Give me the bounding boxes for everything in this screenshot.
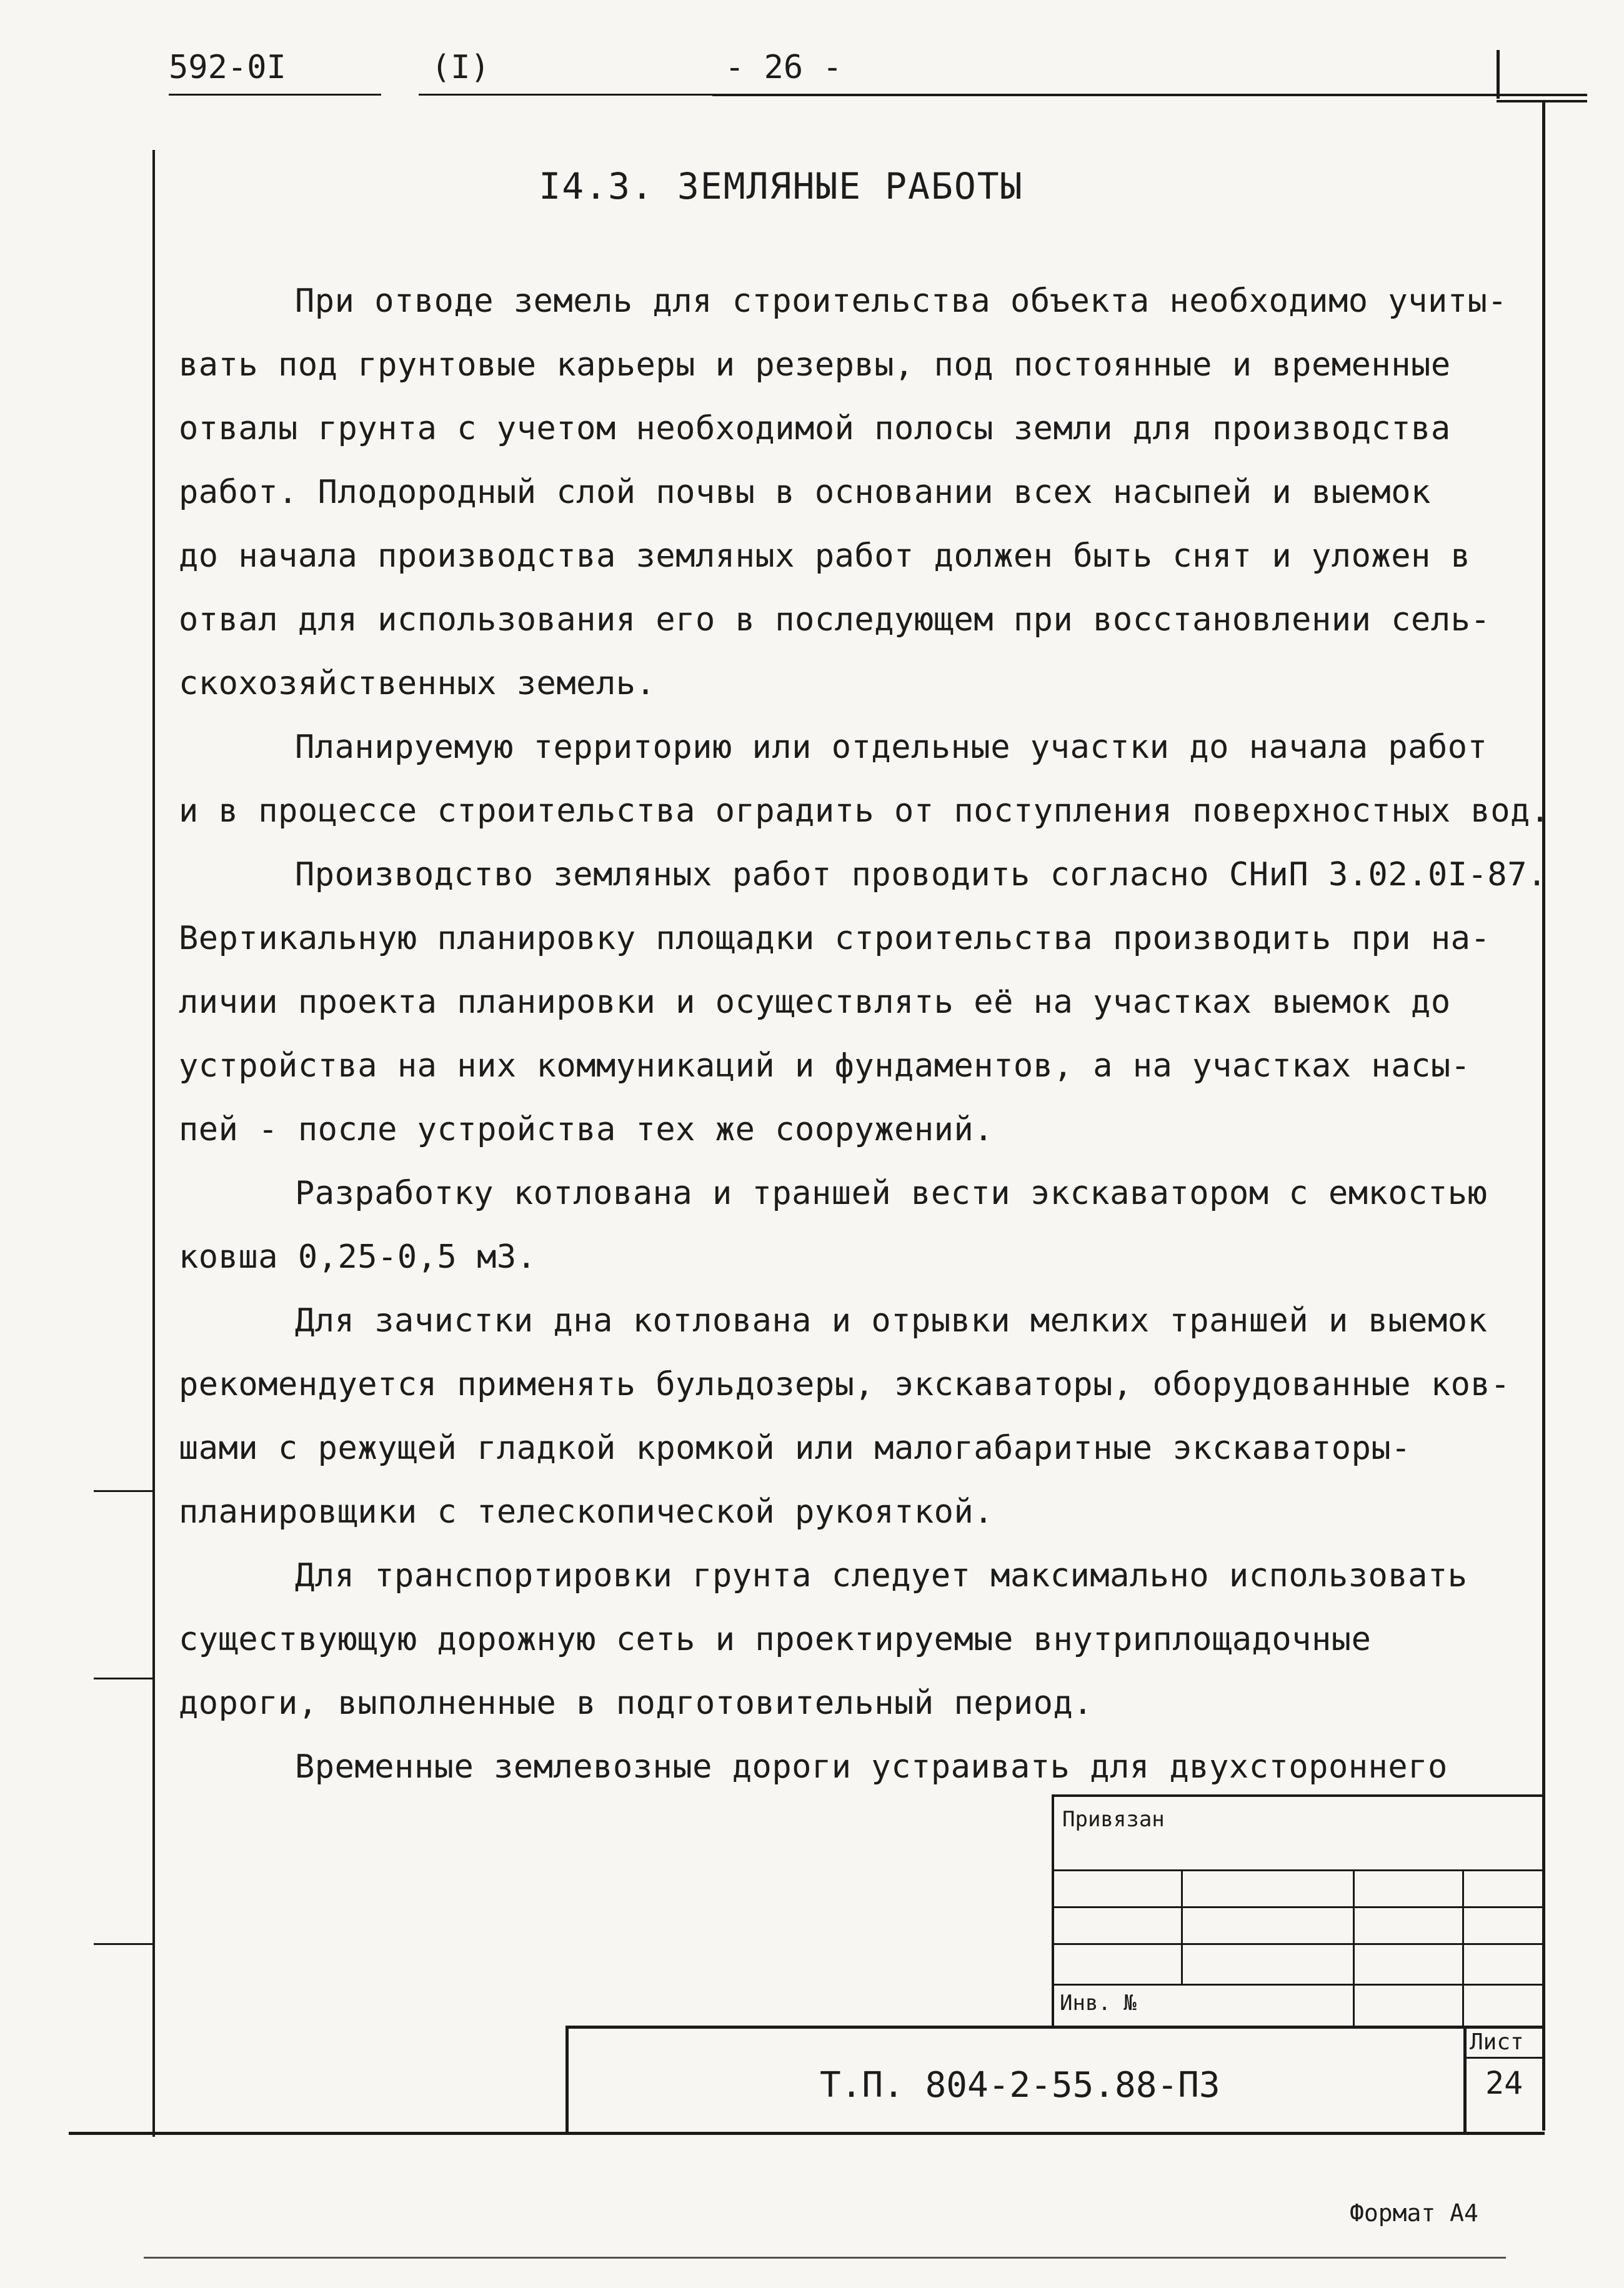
header-tick bbox=[1497, 50, 1500, 99]
inv-number-label: Инв. № bbox=[1060, 1991, 1137, 2016]
paragraph-line: вать под грунтовые карьеры и резервы, под постоянные и временные bbox=[179, 346, 1451, 384]
paragraph-line: Производство земляных работ проводить согласно СНиП 3.02.0I-87. bbox=[295, 856, 1547, 893]
paragraph-line: рекомендуется применять бульдозеры, экскаваторы, оборудованные ков- bbox=[179, 1366, 1511, 1403]
stamp-line bbox=[565, 2026, 569, 2135]
bottom-rule bbox=[144, 2257, 1506, 2259]
format-label: Формат А4 bbox=[1350, 2199, 1478, 2227]
section-title: I4.3. ЗЕМЛЯНЫЕ РАБОТЫ bbox=[539, 165, 1024, 207]
stamp-line bbox=[1181, 1869, 1183, 1984]
stamp-line bbox=[1052, 1984, 1545, 1986]
paragraph-line: Планируемую территорию или отдельные участки до начала работ bbox=[295, 729, 1488, 766]
paragraph-line: ковша 0,25-0,5 м3. bbox=[179, 1238, 537, 1276]
sheet-label: Лист bbox=[1470, 2029, 1524, 2055]
paragraph-line: Временные землевозные дороги устраивать для двухстороннего bbox=[295, 1748, 1448, 1786]
frame-left-border bbox=[152, 150, 155, 2137]
paragraph-line: личии проекта планировки и осуществлять её на участках выемок до bbox=[179, 983, 1451, 1021]
paragraph-line: пей - после устройства тех же сооружений. bbox=[179, 1111, 994, 1148]
stamp-line bbox=[1052, 1906, 1545, 1908]
paragraph-line: устройства на них коммуникаций и фундаментов, а на участках насы- bbox=[179, 1047, 1471, 1085]
sheet-number: 24 bbox=[1485, 2065, 1523, 2101]
bound-label: Привязан bbox=[1062, 1807, 1165, 1832]
paragraph-line: При отводе земель для строительства объекта необходимо учиты- bbox=[295, 282, 1508, 320]
document-code: Т.П. 804-2-55.88-П3 bbox=[820, 2065, 1220, 2106]
paragraph-line: существующую дорожную сеть и проектируемые внутриплощадочные bbox=[179, 1621, 1372, 1658]
paragraph-line: отвал для использования его в последующем при восстановлении сель- bbox=[179, 601, 1491, 639]
paragraph-line: шами с режущей гладкой кромкой или малогабаритные экскаваторы- bbox=[179, 1430, 1412, 1467]
frame-right-border bbox=[1542, 100, 1545, 2131]
paragraph-line: Для транспортировки грунта следует максимально использовать bbox=[295, 1557, 1468, 1594]
header-underline-part bbox=[419, 94, 712, 96]
paragraph-line: и в процессе строительства оградить от поступления поверхностных вод. bbox=[179, 792, 1550, 830]
stamp-line bbox=[565, 2026, 1545, 2029]
paragraph-line: Для зачистки дна котлована и отрывки мелких траншей и выемок bbox=[295, 1302, 1488, 1340]
frame-bottom-border bbox=[69, 2132, 1545, 2135]
stamp-line bbox=[1353, 1869, 1355, 2026]
paragraph-line: Разработку котлована и траншей вести экскаватором с емкостью bbox=[295, 1175, 1488, 1212]
stamp-line bbox=[1052, 1794, 1545, 1797]
paragraph-line: дороги, выполненные в подготовительный период. bbox=[179, 1684, 1093, 1722]
header-page-number: - 26 - bbox=[725, 49, 842, 86]
paragraph-line: отвалы грунта с учетом необходимой полосы земли для производства bbox=[179, 410, 1451, 447]
stamp-line bbox=[1052, 1943, 1545, 1945]
header-underline-page bbox=[712, 94, 1587, 96]
stamp-line bbox=[1052, 1794, 1054, 2027]
header-part: (I) bbox=[431, 49, 490, 86]
paragraph-line: скохозяйственных земель. bbox=[179, 665, 656, 702]
stamp-line bbox=[1462, 1869, 1464, 2026]
paragraph-line: Вертикальную планировку площадки строительства производить при на- bbox=[179, 920, 1491, 957]
stamp-line bbox=[1463, 2026, 1467, 2135]
paragraph-line: работ. Плодородный слой почвы в основании всех насыпей и выемок bbox=[179, 474, 1431, 511]
paragraph-line: планировщики с телескопической рукояткой. bbox=[179, 1493, 994, 1531]
margin-mark bbox=[94, 1490, 154, 1492]
paragraph-line: до начала производства земляных работ должен быть снят и уложен в bbox=[179, 537, 1471, 575]
margin-mark bbox=[94, 1943, 154, 1945]
stamp-line bbox=[1052, 1869, 1545, 1871]
header-underline-doc bbox=[169, 94, 381, 96]
margin-mark bbox=[94, 1678, 154, 1679]
header-doc-number: 592-0I bbox=[169, 49, 286, 86]
stamp-line bbox=[1463, 2057, 1545, 2059]
